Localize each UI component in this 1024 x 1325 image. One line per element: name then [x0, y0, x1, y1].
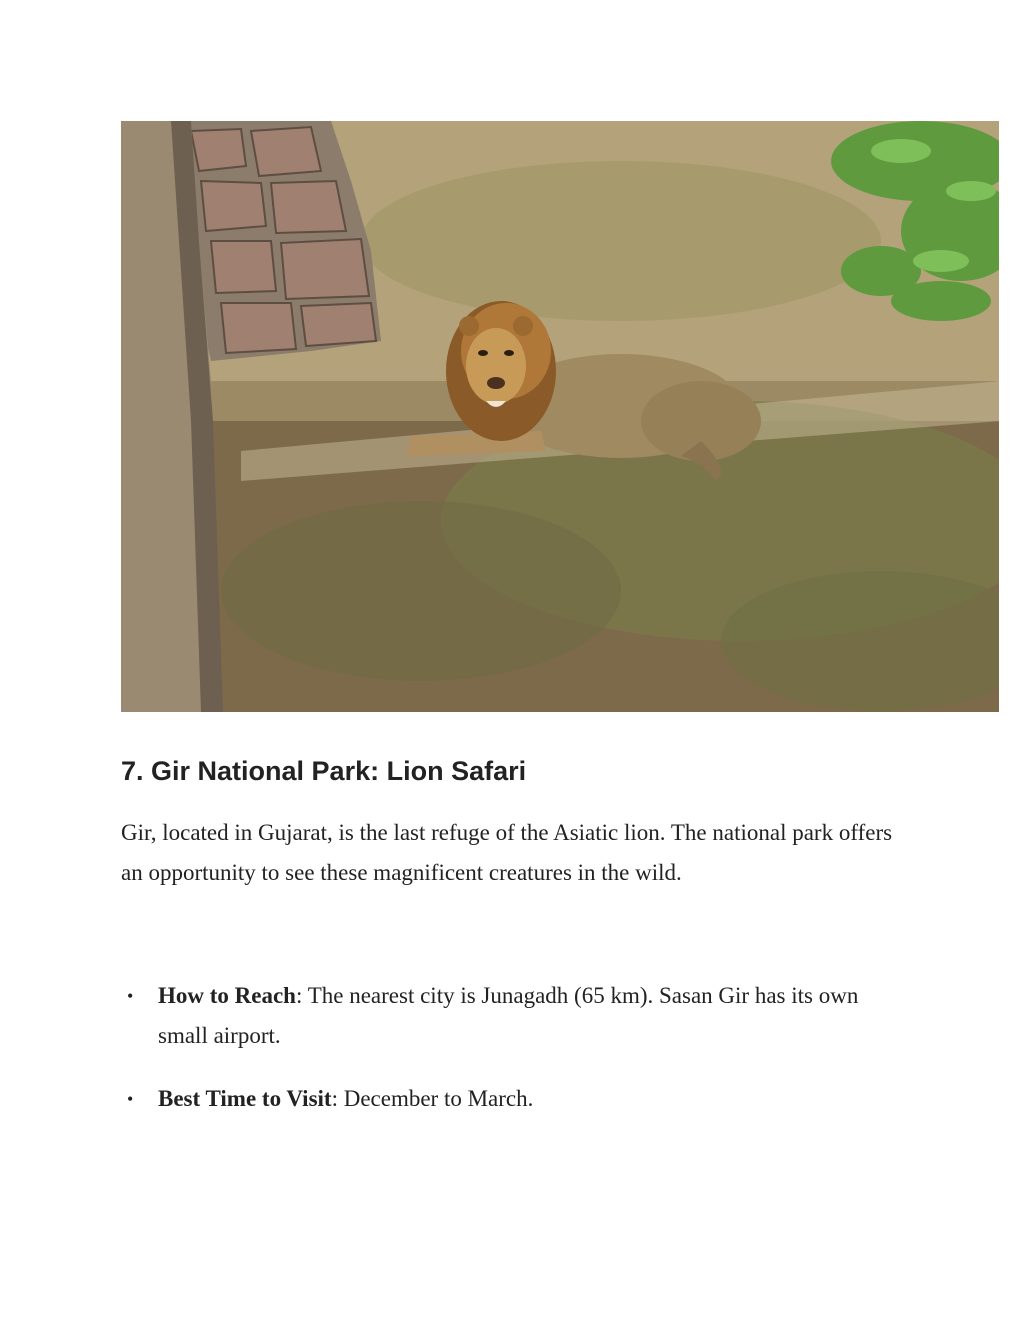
list-item [121, 976, 911, 1056]
list-item-label: How to Reach [158, 983, 296, 1008]
list-item-text: December to March. [343, 1086, 534, 1111]
bullet-icon: • [127, 986, 134, 1006]
bullet-icon: • [127, 1089, 134, 1109]
list-item-separator: : [295, 983, 308, 1008]
list-item-text: The nearest city is Junagadh (65 km). Sasan Gir has its own small airport. [158, 983, 859, 1048]
list-item-separator: : [331, 1086, 344, 1111]
lion-photo [121, 121, 999, 712]
lion-illustration [121, 121, 999, 712]
section-heading: 7. Gir National Park: Lion Safari [121, 756, 527, 786]
list-item [121, 1079, 911, 1119]
section-paragraph: Gir, located in Gujarat, is the last refuge of the Asiatic lion. The national park offers an opportunity to see these magnificent creatures in the wild. [121, 820, 893, 885]
list-item-label: Best Time to Visit [158, 1086, 332, 1111]
details-list [121, 976, 911, 1119]
